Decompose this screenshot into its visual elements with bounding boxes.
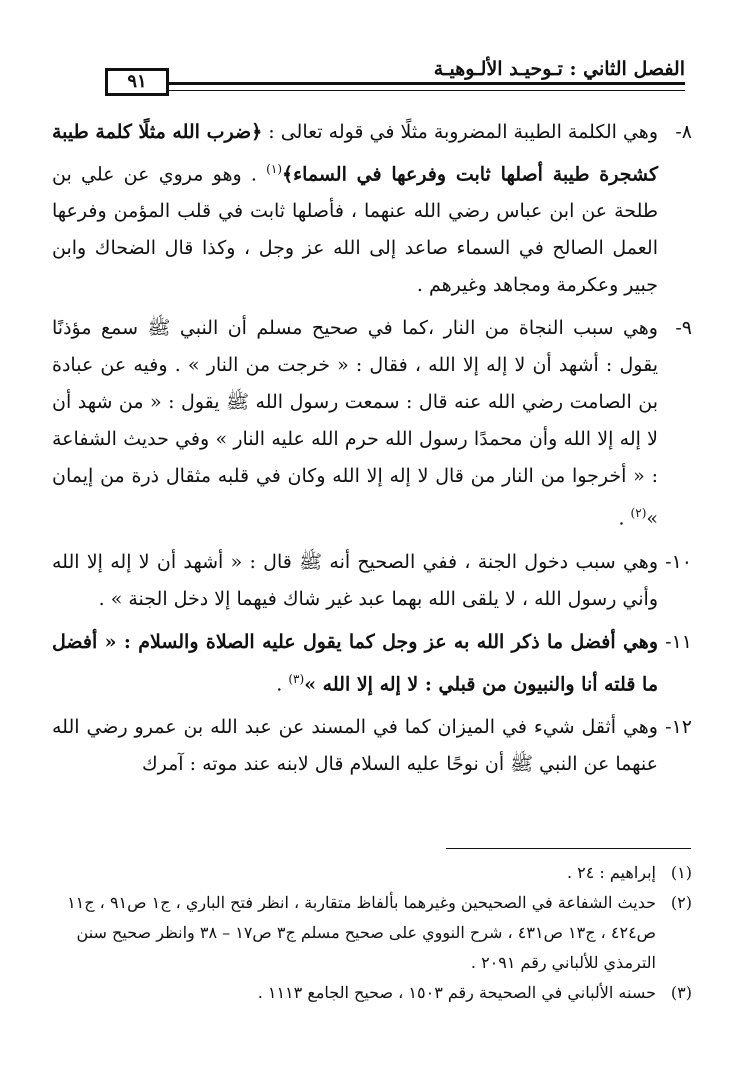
item-number: ١٢- <box>665 715 692 738</box>
footnote-3 <box>52 978 692 1008</box>
paragraph-text: وهي أثقل شيء في الميزان كما في المسند عن عبد الله بن عمرو رضي الله عنهما عن النبي ﷺ أن نوحًا عليه السلام قال لابنه عند موته : آمرك <box>52 715 658 775</box>
footnote-text: إبراهيم : ٢٤ . <box>566 863 656 882</box>
footnote-number: (١) <box>670 863 692 882</box>
paragraph-text-cont: . <box>276 672 289 695</box>
paragraph-text: وهي الكلمة الطيبة المضروبة مثلًا في قوله تعالى : <box>262 121 658 143</box>
footnote-number: (٢) <box>670 893 692 912</box>
main-text <box>52 114 692 789</box>
footnote-text: حسنه الألباني في الصحيحة رقم ١٥٠٣ ، صحيح الجامع ١١١٣ . <box>257 983 656 1002</box>
item-number: ٩- <box>675 317 692 340</box>
paragraph-text-cont: . وهو مروي عن علي بن طلحة عن ابن عباس رضي الله عنهما ، فأصلها ثابت في قلب المؤمن وفرعها العمل الصالح في السماء صاعد إلى الله عز وجل ، وكذا قال الضحاك وابن جبير وعكرمة ومجاهد وغيرهم . <box>52 163 658 297</box>
footnote-text: حديث الشفاعة في الصحيحين وغيرهما بألفاظ متقاربة ، انظر فتح الباري ، ج١ ص٩١ ، ج١١ ص٤٢٤ ، ج١٣ ص٤٣١ ، شرح النووي على صحيح مسلم ج٣ ص١٧ – ٣٨ وانظر صحيح سنن الترمذي للألباني رقم ٢٠٩١ . <box>67 893 656 972</box>
header-rule-thick <box>169 82 685 85</box>
paragraph-12 <box>52 709 692 783</box>
item-number: ١١- <box>665 630 692 653</box>
paragraph-9 <box>52 310 692 537</box>
paragraph-10 <box>52 544 692 618</box>
running-header <box>105 48 685 94</box>
footnote-ref[interactable]: (٣) <box>288 671 305 686</box>
footnote-separator <box>446 848 691 849</box>
footnote-2 <box>52 888 692 978</box>
quran-quote: ﴿ضرب الله مثلًا كلمة طيبة كشجرة طيبة أصلها ثابت وفرعها في السماء﴾ <box>52 121 658 186</box>
paragraph-text: وهي سبب النجاة من النار ،كما في صحيح مسلم أن النبي ﷺ سمع مؤذنًا يقول : أشهد أن لا إله إلا الله ، فقال : « خرجت من النار » . وفيه عن عبادة بن الصامت رضي الله عنه قال : سمعت رسول الله ﷺ يقول : « من شهد أن لا إله إلا الله وأن محمدًا رسول الله حرم الله عليه النار » وفي حديث الشفاعة : « أخرجوا من النار من قال لا إله إلا الله وكان في قلبه مثقال ذرة من إيمان » <box>52 317 658 530</box>
chapter-title: الفصل الثاني : تـوحيـد الألـوهيـة <box>433 58 685 80</box>
hadith-quote: وهي أفضل ما ذكر الله به عز وجل كما يقول عليه الصلاة والسلام : « أفضل ما قلته أنا والنبيون من قبلي : لا إله إلا الله » <box>52 630 658 695</box>
footnote-ref[interactable]: (٢) <box>630 506 647 521</box>
paragraph-11 <box>52 624 692 703</box>
footnote-ref[interactable]: (١) <box>266 162 282 176</box>
item-number: ١٠- <box>665 550 692 573</box>
paragraph-text-cont: . <box>618 507 631 530</box>
paragraph-text: وهي سبب دخول الجنة ، ففي الصحيح أنه ﷺ قال : « أشهد أن لا إله إلا الله وأني رسول الله ، لا يلقى الله بهما عبد غير شاك فيهما إلا دخل الجنة » . <box>52 550 658 610</box>
footnote-1 <box>52 858 692 888</box>
footnote-number: (٣) <box>670 983 692 1002</box>
page-number: ٩١ <box>105 68 169 96</box>
footnotes <box>52 858 692 1008</box>
paragraph-8 <box>52 114 692 304</box>
header-rule-thin <box>169 90 685 91</box>
item-number: ٨- <box>675 121 692 143</box>
